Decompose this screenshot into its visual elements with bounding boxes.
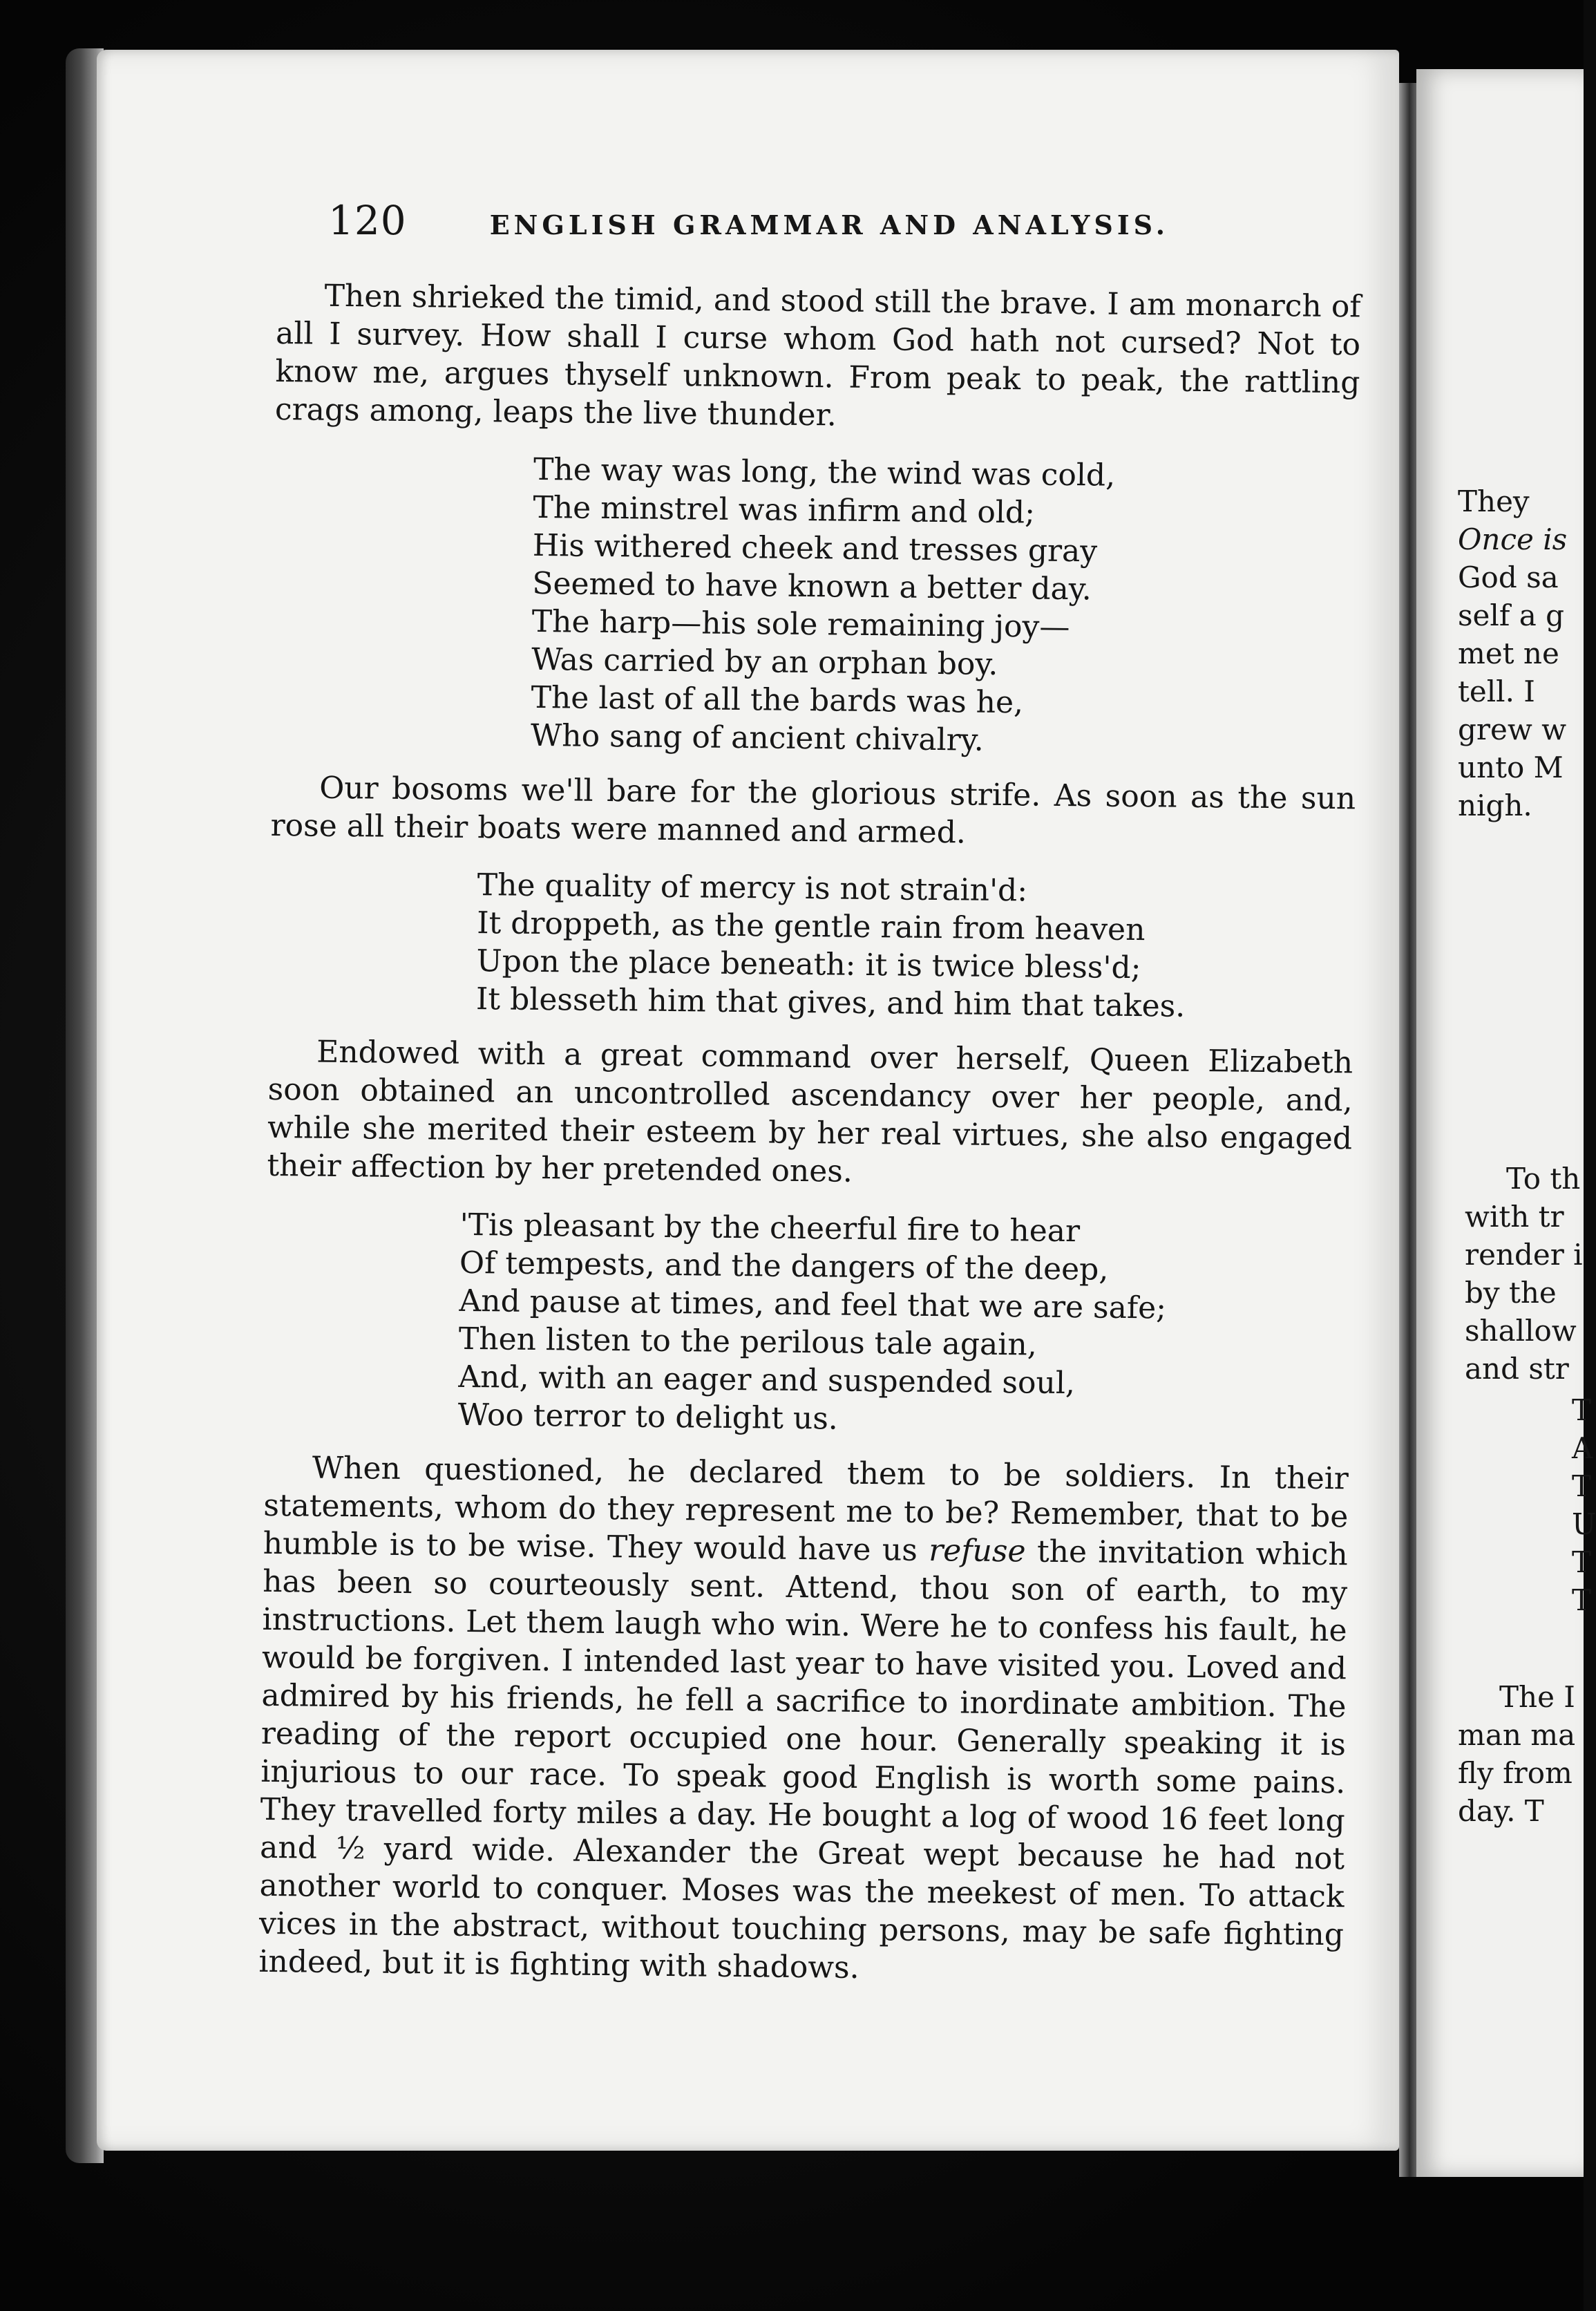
verse-line: The way was long, the wind was cold, [533,451,1116,493]
facing-line: man ma [1458,1718,1576,1752]
page-content [258,276,1361,1992]
italic-word: refuse [928,1532,1026,1569]
page-number: 120 [328,197,407,244]
verse-line: Of tempests, and the dangers of the deep, [459,1245,1109,1287]
paragraph-4-text-b: the invitation which has been so courteously sent. Attend, thou son of earth, to my instructions. Let them laugh who win. Were he to confess his fault, he would be forgiven. I intended last year to have visited you. Loved and admired by his friends, he fell a sacrifice to inordinate ambition. The reading of the report occupied one hour. Generally speaking it is injurious to our race. To speak good English is worth some pains. They travelled forty miles a day. He bought a log of wood 16 feet long and ½ yard wide. Alexander the Great wept because he had not another world to conquer. Moses was the meekest of men. To attack vices in the abstract, without touching persons, may be safe fighting indeed, but it is fighting with shadows. [258,1534,1348,1985]
facing-line: To th [1506,1162,1581,1196]
verse-line: Upon the place beneath: it is twice bless'd; [476,943,1141,986]
verse-line: 'Tis pleasant by the cheerful fire to hear [459,1207,1081,1249]
verse-line: Who sang of ancient chivalry. [530,717,984,758]
stanza-3 [457,1206,1351,1443]
paragraph-1: Then shrieked the timid, and stood still the brave. I am monarch of all I survey. How shall I curse whom God hath not cursed? Not to know me, argues thyself unknown. From peak to peak, the rattling crags among, leaps the live thunder. [274,278,1361,433]
verse-line: And, with an eager and suspended soul, [458,1359,1076,1402]
facing-line: T [1572,1469,1592,1503]
verse-line: The last of all the bards was he, [531,679,1024,721]
facing-line: met ne [1458,636,1559,670]
facing-line: unto M [1458,751,1564,784]
verse-line: Was carried by an orphan boy. [531,641,998,682]
facing-line: tell. I [1458,675,1535,708]
facing-line: render i [1465,1238,1583,1272]
facing-line: U [1572,1507,1596,1541]
verse-line: The minstrel was infirm and old; [533,489,1036,531]
verse-line: The quality of mercy is not strain'd: [477,867,1028,909]
facing-line: by the [1465,1276,1557,1310]
facing-line: They [1458,484,1530,518]
verse-line: Seemed to have known a better day. [532,565,1092,607]
verse-line: Then listen to the perilous tale again, [458,1321,1037,1363]
stanza-1 [531,451,1360,763]
paragraph-4-text-a: When questioned, he declared them to be soldiers. In their statements, whom do they represent me to be? Remember, that to be humble is to be wise. They would have us [263,1450,1349,1568]
facing-line: nigh. [1458,789,1532,822]
facing-line: self a g [1458,598,1565,632]
stanza-2 [476,866,1355,1027]
facing-line: with tr [1465,1200,1564,1234]
facing-line: T [1572,1545,1592,1579]
paragraph-2: Our bosoms we'll bare for the glorious strife. As soon as the sun rose all their boats were manned and armed. [270,770,1356,851]
verse-line: It blesseth him that gives, and him that takes. [475,981,1186,1024]
page-header [328,197,1178,252]
paragraph-3: Endowed with a great command over herself, Queen Elizabeth soon obtained an uncontrolled ascendancy over her people, and, while she merited their esteem by her real virtues, she also engaged their affection by her pretended ones. [267,1034,1353,1189]
facing-line: God sa [1458,560,1559,594]
facing-line: A [1572,1431,1593,1465]
running-head: ENGLISH GRAMMAR AND ANALYSIS. [489,209,1169,240]
facing-line: The I [1499,1680,1575,1714]
facing-page [1416,69,1596,2177]
facing-line: T [1572,1583,1592,1617]
facing-line: and str [1465,1352,1569,1386]
facing-line: day. T [1458,1794,1544,1828]
verse-line: It droppeth, as the gentle rain from heaven [476,905,1146,948]
verse-line: His withered cheek and tresses gray [532,527,1098,569]
facing-line: shallow [1465,1314,1577,1348]
facing-line: T [1572,1393,1592,1427]
facing-line: fly from [1458,1756,1573,1790]
verse-line: The harp—his sole remaining joy— [531,603,1070,645]
verse-line: Woo terror to delight us. [457,1397,839,1437]
facing-line: grew w [1458,713,1567,746]
facing-line: Once is [1458,522,1568,556]
paragraph-4 [258,1449,1349,1992]
verse-line: And pause at times, and feel that we are safe; [459,1283,1167,1326]
